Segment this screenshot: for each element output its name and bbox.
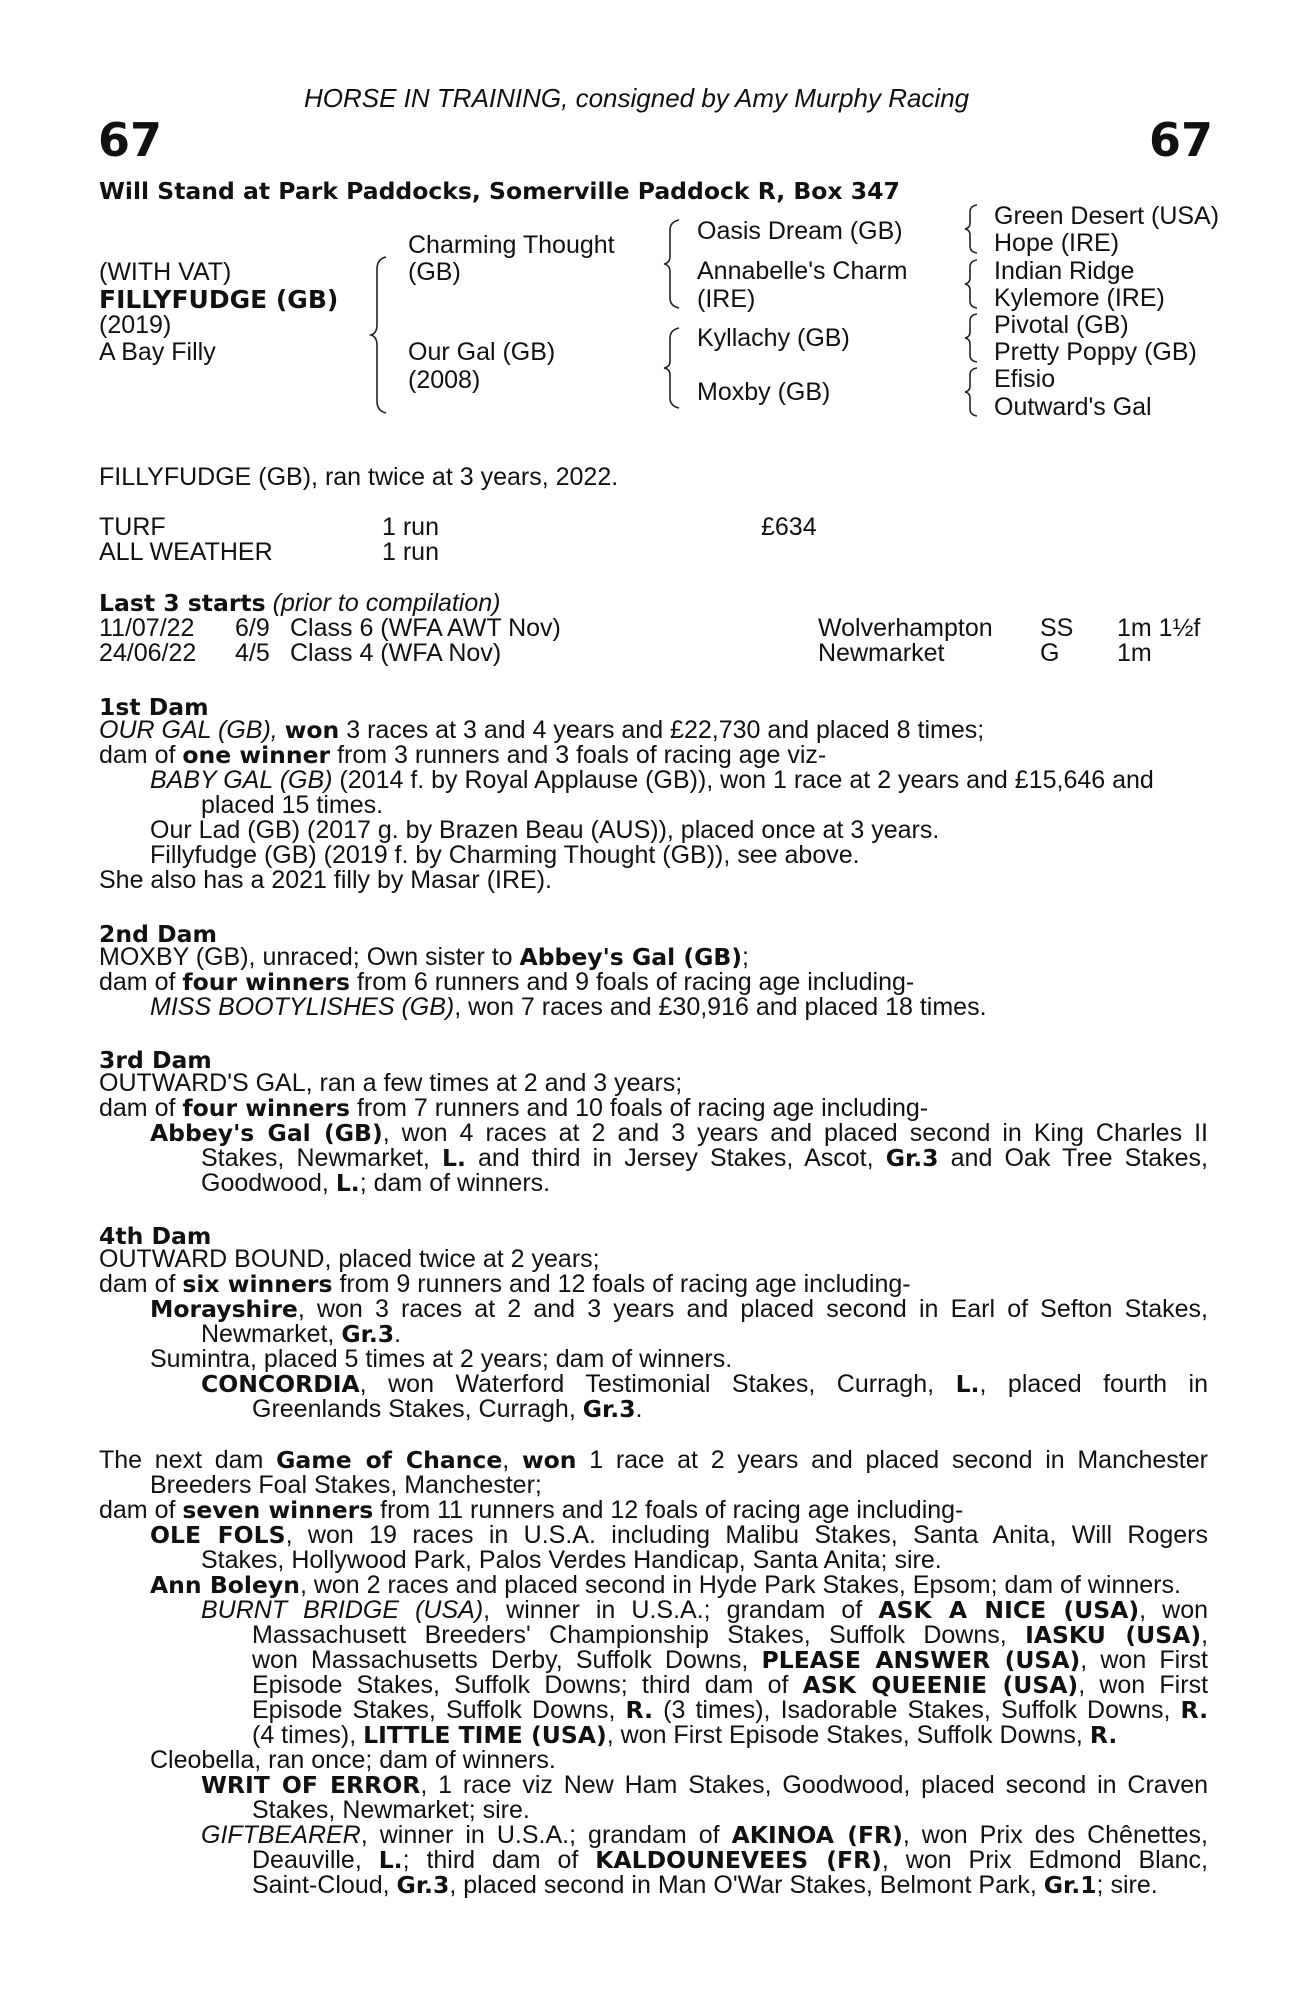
ole-fols-cont: Stakes, Hollywood Park, Palos Verdes Handicap, Santa Anita; sire. bbox=[201, 1546, 942, 1574]
restricted-1: R. bbox=[625, 1696, 654, 1724]
burnt-bridge-text: , winner in U.S.A.; grandam of bbox=[483, 1596, 879, 1624]
deauville: Deauville, bbox=[252, 1846, 379, 1874]
sire-sire: Oasis Dream (GB) bbox=[697, 217, 903, 245]
lot-number-left: 67 bbox=[98, 113, 163, 167]
horse-year: (2019) bbox=[99, 311, 172, 339]
page-title: HORSE IN TRAINING, consigned by Amy Murphy Racing bbox=[304, 83, 970, 113]
writ-cont: Stakes, Newmarket; sire. bbox=[252, 1796, 530, 1824]
abbey-listed-2: L. bbox=[335, 1169, 360, 1197]
ole-fols-name: OLE FOLS bbox=[150, 1521, 286, 1549]
sire-origin: (GB) bbox=[408, 258, 461, 286]
dam4-heading: 4th Dam bbox=[99, 1222, 212, 1250]
grand-5: Pivotal (GB) bbox=[994, 311, 1129, 339]
dam4-dam-of: dam of bbox=[99, 1270, 183, 1298]
ep3-text: (4 times), bbox=[252, 1721, 364, 1749]
ole-fols-record: , won 19 races in U.S.A. including Malibu Stakes, Santa Anita, Will Rogers bbox=[285, 1521, 1208, 1549]
start-1-race: Class 6 (WFA AWT Nov) bbox=[290, 614, 561, 642]
start-2-going: G bbox=[1040, 639, 1060, 667]
kaldounevees-text: , won Prix Edmond Blanc, bbox=[881, 1846, 1208, 1874]
miss-bootylishes-record: , won 7 races and £30,916 and placed 18 times. bbox=[454, 993, 987, 1021]
moray-cont-text: Newmarket, bbox=[201, 1320, 342, 1348]
pedigree-bracket-7 bbox=[964, 366, 980, 418]
dam2-moxby: MOXBY (GB), unraced; Own sister to bbox=[99, 943, 520, 971]
concordia-cont-text: Greenlands Stakes, Curragh, bbox=[252, 1395, 583, 1423]
vat-note: (WITH VAT) bbox=[99, 258, 232, 286]
dam3-line2 bbox=[99, 1096, 928, 1122]
surface-turf: TURF bbox=[99, 513, 166, 541]
giftbearer-text2: , won Prix des Chênettes, bbox=[902, 1821, 1208, 1849]
next-record: 1 race at 2 years and placed second in Manchester bbox=[576, 1446, 1208, 1474]
deauville-listed: L. bbox=[378, 1846, 403, 1874]
kaldounevees: KALDOUNEVEES (FR) bbox=[595, 1846, 882, 1874]
dam-dam: Moxby (GB) bbox=[697, 378, 831, 406]
dam1-name: OUR GAL (GB), bbox=[99, 716, 278, 744]
pedigree-bracket-1 bbox=[370, 255, 390, 415]
runs-turf: 1 run bbox=[382, 513, 439, 541]
start-1-dist: 1m 1½f bbox=[1117, 614, 1201, 642]
dam2-winners: four winners bbox=[182, 968, 350, 996]
ep3-mid: , won First Episode Stakes, Suffolk Downs, bbox=[606, 1721, 1090, 1749]
start-2-date: 24/06/22 bbox=[99, 639, 197, 667]
dam3-line1: OUTWARD'S GAL, ran a few times at 2 and 3 years; bbox=[99, 1069, 683, 1097]
pedigree-bracket-4 bbox=[964, 203, 980, 255]
dam-year: (2008) bbox=[408, 366, 481, 394]
dam2-line2 bbox=[99, 970, 914, 996]
lot-number-right: 67 bbox=[1149, 113, 1214, 167]
dam1-our-lad: Our Lad (GB) (2017 g. by Brazen Beau (AUS)), placed once at 3 years. bbox=[150, 816, 940, 844]
horse-name: FILLYFUDGE (GB) bbox=[99, 285, 339, 314]
grand-7: Efisio bbox=[994, 365, 1056, 393]
next-dam-intro: The next dam bbox=[99, 1446, 277, 1474]
next-runners: from 11 runners and 12 foals of racing age including- bbox=[373, 1496, 964, 1524]
next-comma: , bbox=[502, 1446, 522, 1474]
writ-of-error-name: WRIT OF ERROR bbox=[201, 1771, 421, 1799]
dam1-line1 bbox=[99, 718, 984, 744]
next-won: won bbox=[521, 1446, 577, 1474]
ask-a-nice-text: , won bbox=[1139, 1596, 1208, 1624]
dam1-line2 bbox=[99, 743, 826, 769]
giftbearer-cont1 bbox=[252, 1848, 1208, 1874]
ask-queenie: ASK QUEENIE (USA) bbox=[802, 1671, 1079, 1699]
grand-1: Green Desert (USA) bbox=[994, 202, 1220, 230]
deauville-text: ; third dam of bbox=[402, 1846, 596, 1874]
next-dam-line3 bbox=[99, 1498, 963, 1524]
ep2-mid: (3 times), Isadorable Stakes, Suffolk Downs, bbox=[653, 1696, 1181, 1724]
please-answer: PLEASE ANSWER (USA) bbox=[761, 1646, 1081, 1674]
start-1-going: SS bbox=[1040, 614, 1074, 642]
last-starts-heading bbox=[99, 591, 500, 617]
abbeys-gal-record: , won 4 races at 2 and 3 years and placed second in King Charles II bbox=[382, 1119, 1209, 1147]
grand-2: Hope (IRE) bbox=[994, 229, 1120, 257]
dam1-dam-of: dam of bbox=[99, 741, 183, 769]
abbey-c2a: Goodwood, bbox=[201, 1169, 336, 1197]
dam2-abbeys-gal: Abbey's Gal (GB) bbox=[519, 943, 743, 971]
dam3-dam-of: dam of bbox=[99, 1094, 183, 1122]
saint-cloud-gr3: Gr.3 bbox=[396, 1871, 450, 1899]
last-starts-title: Last 3 starts bbox=[99, 589, 266, 617]
iasku: IASKU (USA) bbox=[1025, 1621, 1202, 1649]
mass2-end: , won First bbox=[1080, 1646, 1208, 1674]
dam3-winners: four winners bbox=[182, 1094, 350, 1122]
dam3-abbey bbox=[150, 1121, 1208, 1147]
burnt-bridge-name: BURNT BRIDGE (USA) bbox=[201, 1596, 484, 1624]
dam3-abbey-cont1 bbox=[201, 1146, 1208, 1172]
dam1-runners: from 3 runners and 3 foals of racing age viz- bbox=[330, 741, 827, 769]
giftbearer-name: GIFTBEARER bbox=[201, 1821, 361, 1849]
dam4-sumintra: Sumintra, placed 5 times at 2 years; dam of winners. bbox=[150, 1345, 733, 1373]
dam3-abbey-cont2 bbox=[201, 1171, 550, 1197]
dam2-miss bbox=[150, 995, 987, 1021]
next-dam-of: dam of bbox=[99, 1496, 183, 1524]
burnt-cont2 bbox=[252, 1648, 1208, 1674]
dam2-runners: from 6 runners and 9 foals of racing age including- bbox=[350, 968, 915, 996]
dam2-heading: 2nd Dam bbox=[99, 920, 217, 948]
ole-fols bbox=[150, 1523, 1208, 1549]
dam1-fillyfudge: Fillyfudge (GB) (2019 f. by Charming Thought (GB)), see above. bbox=[150, 841, 860, 869]
morayshire-record: , won 3 races at 2 and 3 years and placed second in Earl of Sefton Stakes, bbox=[297, 1295, 1208, 1323]
start-2-dist: 1m bbox=[1117, 639, 1152, 667]
dam1-baby-cont: placed 15 times. bbox=[201, 791, 384, 819]
pedigree-bracket-3 bbox=[663, 326, 683, 410]
horse-description: A Bay Filly bbox=[99, 338, 216, 366]
start-2-pos: 4/5 bbox=[235, 639, 270, 667]
dam4-concordia bbox=[201, 1372, 1208, 1398]
ann-boleyn-record: , won 2 races and placed second in Hyde Park Stakes, Epsom; dam of winners. bbox=[299, 1571, 1181, 1599]
next-winners: seven winners bbox=[182, 1496, 374, 1524]
abbeys-gal-name: Abbey's Gal (GB) bbox=[150, 1119, 383, 1147]
last-starts-note: (prior to compilation) bbox=[272, 589, 501, 617]
dam1-heading: 1st Dam bbox=[99, 693, 209, 721]
dam4-moray-cont: Newmarket, Gr.3. bbox=[201, 1320, 402, 1348]
grand-3: Indian Ridge bbox=[994, 257, 1135, 285]
mass1-text: Massachusett Breeders' Championship Stakes, Suffolk Downs, bbox=[252, 1621, 1026, 1649]
grand-8: Outward's Gal bbox=[994, 393, 1152, 421]
dam4-line1: OUTWARD BOUND, placed twice at 2 years; bbox=[99, 1245, 600, 1273]
dam3-heading: 3rd Dam bbox=[99, 1046, 212, 1074]
start-1-date: 11/07/22 bbox=[99, 614, 195, 642]
burnt-cont4 bbox=[252, 1698, 1208, 1724]
abbey-gr3: Gr.3 bbox=[885, 1144, 939, 1172]
mass1-comma: , bbox=[1201, 1621, 1209, 1649]
writ-of-error-record: , 1 race viz New Ham Stakes, Goodwood, placed second in Craven bbox=[420, 1771, 1209, 1799]
baby-gal-record: (2014 f. by Royal Applause (GB)), won 1 race at 2 years and £15,646 and bbox=[332, 766, 1154, 794]
burnt-cont1 bbox=[252, 1623, 1208, 1649]
cleobella: Cleobella, ran once; dam of winners. bbox=[150, 1746, 556, 1774]
dam1-won: won bbox=[284, 716, 340, 744]
saint-cloud-text: , placed second in Man O'War Stakes, Belmont Park, bbox=[449, 1871, 1044, 1899]
dam4-line2 bbox=[99, 1272, 911, 1298]
abbey-c1c: and Oak Tree Stakes, bbox=[938, 1144, 1208, 1172]
sire-dam-name: Annabelle's Charm bbox=[697, 257, 908, 285]
miss-bootylishes-name: MISS BOOTYLISHES (GB) bbox=[150, 993, 455, 1021]
dam1-winners: one winner bbox=[182, 741, 331, 769]
dam2-semicolon: ; bbox=[742, 943, 749, 971]
concordia-gr3: Gr.3 bbox=[582, 1395, 636, 1423]
grand-4: Kylemore (IRE) bbox=[994, 284, 1165, 312]
pedigree-bracket-5 bbox=[964, 258, 980, 310]
pedigree-bracket-2 bbox=[663, 218, 683, 310]
dam2-dam-of: dam of bbox=[99, 968, 183, 996]
sire-end: ; sire. bbox=[1096, 1871, 1158, 1899]
dam1-baby-gal bbox=[150, 768, 1208, 794]
dam3-runners: from 7 runners and 10 foals of racing age including- bbox=[350, 1094, 929, 1122]
ep1-end: , won First bbox=[1078, 1671, 1209, 1699]
burnt-cont3 bbox=[252, 1673, 1208, 1699]
akinoa: AKINOA (FR) bbox=[731, 1821, 903, 1849]
abbey-c2b: ; dam of winners. bbox=[359, 1169, 551, 1197]
race-summary: FILLYFUDGE (GB), ran twice at 3 years, 2022. bbox=[99, 463, 619, 491]
burnt-cont5 bbox=[252, 1723, 1117, 1749]
start-1-course: Wolverhampton bbox=[818, 614, 993, 642]
runs-aw: 1 run bbox=[382, 538, 439, 566]
abbey-c1b: and third in Jersey Stakes, Ascot, bbox=[465, 1144, 886, 1172]
restricted-2: R. bbox=[1180, 1696, 1209, 1724]
gr1: Gr.1 bbox=[1043, 1871, 1097, 1899]
ann-boleyn-name: Ann Boleyn bbox=[150, 1571, 300, 1599]
pedigree-bracket-6 bbox=[964, 312, 980, 364]
restricted-3: R. bbox=[1089, 1721, 1118, 1749]
start-2-race: Class 4 (WFA Nov) bbox=[290, 639, 502, 667]
little-time: LITTLE TIME (USA) bbox=[363, 1721, 607, 1749]
abbey-c1a: Stakes, Newmarket, bbox=[201, 1144, 442, 1172]
giftbearer bbox=[201, 1823, 1208, 1849]
giftbearer-cont2 bbox=[252, 1873, 1158, 1899]
next-dam-line2: Breeders Foal Stakes, Manchester; bbox=[150, 1471, 542, 1499]
dam4-winners: six winners bbox=[182, 1270, 333, 1298]
abbey-listed: L. bbox=[442, 1144, 466, 1172]
start-2-course: Newmarket bbox=[818, 639, 945, 667]
dam2-line1 bbox=[99, 945, 749, 971]
game-of-chance: Game of Chance bbox=[276, 1446, 503, 1474]
saint-cloud: Saint-Cloud, bbox=[252, 1871, 397, 1899]
ann-boleyn bbox=[150, 1573, 1181, 1599]
moray-gr3: Gr.3 bbox=[341, 1320, 395, 1348]
sire-name: Charming Thought bbox=[408, 231, 615, 259]
dam1-record: 3 races at 3 and 4 years and £22,730 and placed 8 times; bbox=[339, 716, 985, 744]
baby-gal-name: BABY GAL (GB) bbox=[150, 766, 333, 794]
dam4-runners: from 9 runners and 12 foals of racing age including- bbox=[332, 1270, 911, 1298]
dam-name: Our Gal (GB) bbox=[408, 338, 556, 366]
next-dam-line1 bbox=[99, 1448, 1208, 1474]
burnt-bridge bbox=[201, 1598, 1208, 1624]
start-1-pos: 6/9 bbox=[235, 614, 270, 642]
concordia-listed: L. bbox=[955, 1370, 980, 1398]
concordia-name: CONCORDIA bbox=[201, 1370, 360, 1398]
concordia-record: , won Waterford Testimonial Stakes, Curragh, bbox=[359, 1370, 956, 1398]
dam-sire: Kyllachy (GB) bbox=[697, 324, 850, 352]
writ-of-error bbox=[201, 1773, 1208, 1799]
dam1-also: She also has a 2021 filly by Masar (IRE). bbox=[99, 866, 552, 894]
dam4-concordia-cont: Greenlands Stakes, Curragh, Gr.3. bbox=[252, 1395, 643, 1423]
ask-a-nice: ASK A NICE (USA) bbox=[878, 1596, 1140, 1624]
surface-aw: ALL WEATHER bbox=[99, 538, 273, 566]
giftbearer-text: , winner in U.S.A.; grandam of bbox=[360, 1821, 732, 1849]
prize-turf: £634 bbox=[761, 513, 817, 541]
sire-dam-origin: (IRE) bbox=[697, 285, 756, 313]
morayshire-name: Morayshire bbox=[150, 1295, 298, 1323]
stand-location: Will Stand at Park Paddocks, Somerville Paddock R, Box 347 bbox=[99, 177, 900, 205]
dam4-morayshire bbox=[150, 1297, 1208, 1323]
ep2-text: Episode Stakes, Suffolk Downs, bbox=[252, 1696, 626, 1724]
grand-6: Pretty Poppy (GB) bbox=[994, 338, 1197, 366]
mass2-text: won Massachusetts Derby, Suffolk Downs, bbox=[252, 1646, 762, 1674]
ep1-text: Episode Stakes, Suffolk Downs; third dam of bbox=[252, 1671, 803, 1699]
concordia-record-2: , placed fourth in bbox=[979, 1370, 1209, 1398]
